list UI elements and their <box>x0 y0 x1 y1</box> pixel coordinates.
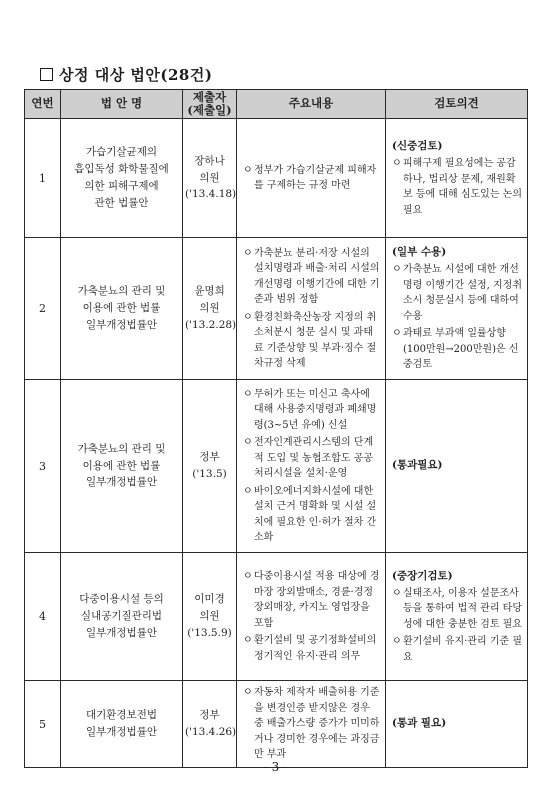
review-opinion <box>386 238 528 380</box>
bill-name-line: 관한 법률안 <box>94 196 149 209</box>
proposer-line: ('13.2.28) <box>185 318 237 331</box>
row-number: 4 <box>25 553 61 681</box>
bill-name-line: 일부개정법률안 <box>85 726 157 738</box>
proposer-line: 정부 <box>199 451 220 464</box>
header-proposer-line2: (제출일) <box>187 103 232 117</box>
bullet-icon: ㅇ <box>392 636 402 648</box>
review-item <box>392 156 523 218</box>
content-item <box>243 569 381 631</box>
review-opinion <box>386 380 528 553</box>
content-item-text: 정부가 가습기살균제 피해자를 구제하는 규정 마련 <box>254 164 377 191</box>
table-row <box>25 380 528 553</box>
bullet-icon: ㅇ <box>243 571 253 582</box>
bullet-icon: ㅇ <box>243 164 253 176</box>
content-item-text: 바이오에너지화시설에 대한 설치 근거 명확화 및 시설 설치에 필요한 인·허가 절차 간소화 <box>254 485 377 543</box>
content-item-text: 환기설비 및 공기정화설비의 정기적인 유지·관리 의무 <box>254 635 377 662</box>
bill-name-line: 다중이용시설 등의 <box>79 593 164 606</box>
header-proposer <box>183 90 237 119</box>
review-item <box>392 634 523 665</box>
proposer <box>183 380 237 553</box>
table-row <box>25 553 528 681</box>
row-number: 3 <box>25 380 61 553</box>
content-item <box>243 435 381 482</box>
bullet-icon: ㅇ <box>243 485 253 497</box>
bill-name-line: 흡입독성 화학물질에 <box>74 163 169 176</box>
bill-name <box>61 553 183 681</box>
proposer-line: 장하나 <box>194 154 225 167</box>
bullet-icon: ㅇ <box>392 587 402 599</box>
bill-name-line: 일부개정법률안 <box>85 318 157 331</box>
row-number: 2 <box>25 238 61 380</box>
proposer-line: ('13.5.9) <box>187 626 232 639</box>
main-content <box>237 553 386 681</box>
bill-name-line: 일부개정법률안 <box>85 476 157 489</box>
review-item-text: 실태조사, 이용자 설문조사 등을 통하여 법적 관리 타당성에 대한 충분한 검토 필요 <box>403 587 522 630</box>
bill-name <box>61 119 183 238</box>
content-item-text: 다중이용시설 적용 대상에 경마장 장외발매소, 경륜·경정 장외매장, 카지노 영업장을 포함 <box>254 571 380 629</box>
review-item-text: 과태료 부과액 일률상향 (100만원→200만원)은 신중검토 <box>403 328 519 371</box>
bill-name-line: 이용에 관한 법률 <box>82 459 161 472</box>
proposer <box>183 553 237 681</box>
proposer-line: 의원 <box>199 171 220 184</box>
bill-name-line: 가축분뇨의 관리 및 <box>77 442 166 455</box>
review-opinion <box>386 553 528 681</box>
bill-name-line: 일부개정법률안 <box>85 626 157 639</box>
review-verdict: (신중검토) <box>392 139 443 152</box>
bill-name <box>61 681 183 768</box>
bill-name-line: 이용에 관한 법률 <box>82 302 161 315</box>
proposer-line: ('13.4.18) <box>185 188 237 201</box>
table-header-row <box>25 90 528 119</box>
content-item <box>243 633 381 664</box>
proposer-line: 윤명희 <box>194 285 225 298</box>
review-verdict: (통과필요) <box>392 458 443 471</box>
bill-name <box>61 238 183 380</box>
review-item-text: 피해구제 필요성에는 공감하나, 법리상 문제, 재원확보 등에 대해 심도있는 논의 필요 <box>403 158 522 216</box>
row-number: 5 <box>25 681 61 768</box>
header-bill-name: 법 안 명 <box>61 90 183 119</box>
main-content <box>237 380 386 553</box>
bill-name <box>61 380 183 553</box>
proposer <box>183 238 237 380</box>
proposer <box>183 119 237 238</box>
bullet-icon: ㅇ <box>243 247 253 259</box>
proposer <box>183 681 237 768</box>
review-item <box>392 262 523 324</box>
main-content <box>237 681 386 768</box>
section-title-text: 상정 대상 법안(28건) <box>59 66 213 84</box>
content-item <box>243 163 381 194</box>
bullet-icon: ㅇ <box>392 158 402 170</box>
table-row <box>25 119 528 238</box>
review-verdict: (통과 필요) <box>392 716 447 729</box>
review-item-text: 가축분뇨 시설에 대한 개선명령 이행기간 설정, 지정취소시 청문실시 등에 대하여 수용 <box>403 264 522 322</box>
main-content <box>237 238 386 380</box>
review-opinion <box>386 681 528 768</box>
header-no: 연번 <box>25 90 61 119</box>
proposer-line: 의원 <box>199 610 220 623</box>
review-verdict: (일부 수용) <box>392 246 447 259</box>
row-number: 1 <box>25 119 61 238</box>
bullet-icon: ㅇ <box>392 264 402 276</box>
content-item-text: 가축분뇨 분리·저장 시설의 설치명령과 배출·처리 시설의 개선명령 이행기간에 대한 기준과 범위 정함 <box>254 247 380 305</box>
content-item <box>243 685 381 763</box>
content-item <box>243 246 381 308</box>
bullet-icon: ㅇ <box>243 687 253 699</box>
bill-name-line: 실내공기질관리법 <box>80 610 163 623</box>
proposer-line: ('13.4.26) <box>185 726 237 738</box>
bullet-icon: ㅇ <box>243 388 253 400</box>
table-row <box>25 681 528 768</box>
bill-name-line: 대기환경보전법 <box>85 709 157 722</box>
review-item <box>392 326 523 373</box>
header-proposer-line1: 제출자 <box>192 89 227 104</box>
page-number: - 3 - <box>263 760 288 774</box>
header-content: 주요내용 <box>237 90 386 119</box>
content-item-text: 무허가 또는 미신고 축사에 대해 사용중지명령과 폐쇄명령(3~5년 유예) 신설 <box>254 388 377 431</box>
table-row <box>25 238 528 380</box>
bill-name-line: 가축분뇨의 관리 및 <box>77 285 166 298</box>
content-item-text: 자동차 제작자 배출허용 기준을 변경인증 받지않은 경우 중 배출가스량 증가가 미미하거나 경미한 경우에는 과징금만 부과 <box>254 687 380 761</box>
bill-name-line: 의한 피해구제에 <box>84 180 159 192</box>
bullet-icon: ㅇ <box>392 328 402 340</box>
content-item <box>243 484 381 546</box>
header-review: 검토의견 <box>386 90 528 119</box>
bullet-icon: ㅇ <box>243 437 253 448</box>
main-content <box>237 119 386 238</box>
bill-table <box>24 89 528 768</box>
content-item <box>243 387 381 434</box>
content-item <box>243 310 381 372</box>
proposer-line: 정부 <box>199 709 220 722</box>
proposer-line: 의원 <box>199 302 220 315</box>
review-opinion <box>386 119 528 238</box>
review-item <box>392 586 523 633</box>
review-verdict: (중장기검토) <box>392 569 453 582</box>
content-item-text: 환경친화축산농장 지정의 취소처분시 청문 실시 및 과태료 기준상향 및 부과·징수 절차규정 삭제 <box>254 311 377 369</box>
content-item-text: 전자인계관리시스템의 단계적 도입 및 농협조합도 공공처리시설을 설치·운영 <box>254 437 374 479</box>
section-title <box>40 64 212 85</box>
bullet-icon: ㅇ <box>243 311 253 323</box>
bullet-icon: ㅇ <box>243 635 253 646</box>
proposer-line: 이미경 <box>194 593 225 606</box>
review-item-text: 환기설비 유지·관리 기준 필요 <box>403 636 522 663</box>
bill-name-line: 가습기살균제의 <box>85 146 157 159</box>
proposer-line: ('13.5) <box>192 468 227 480</box>
checkbox-square-icon <box>40 68 53 81</box>
